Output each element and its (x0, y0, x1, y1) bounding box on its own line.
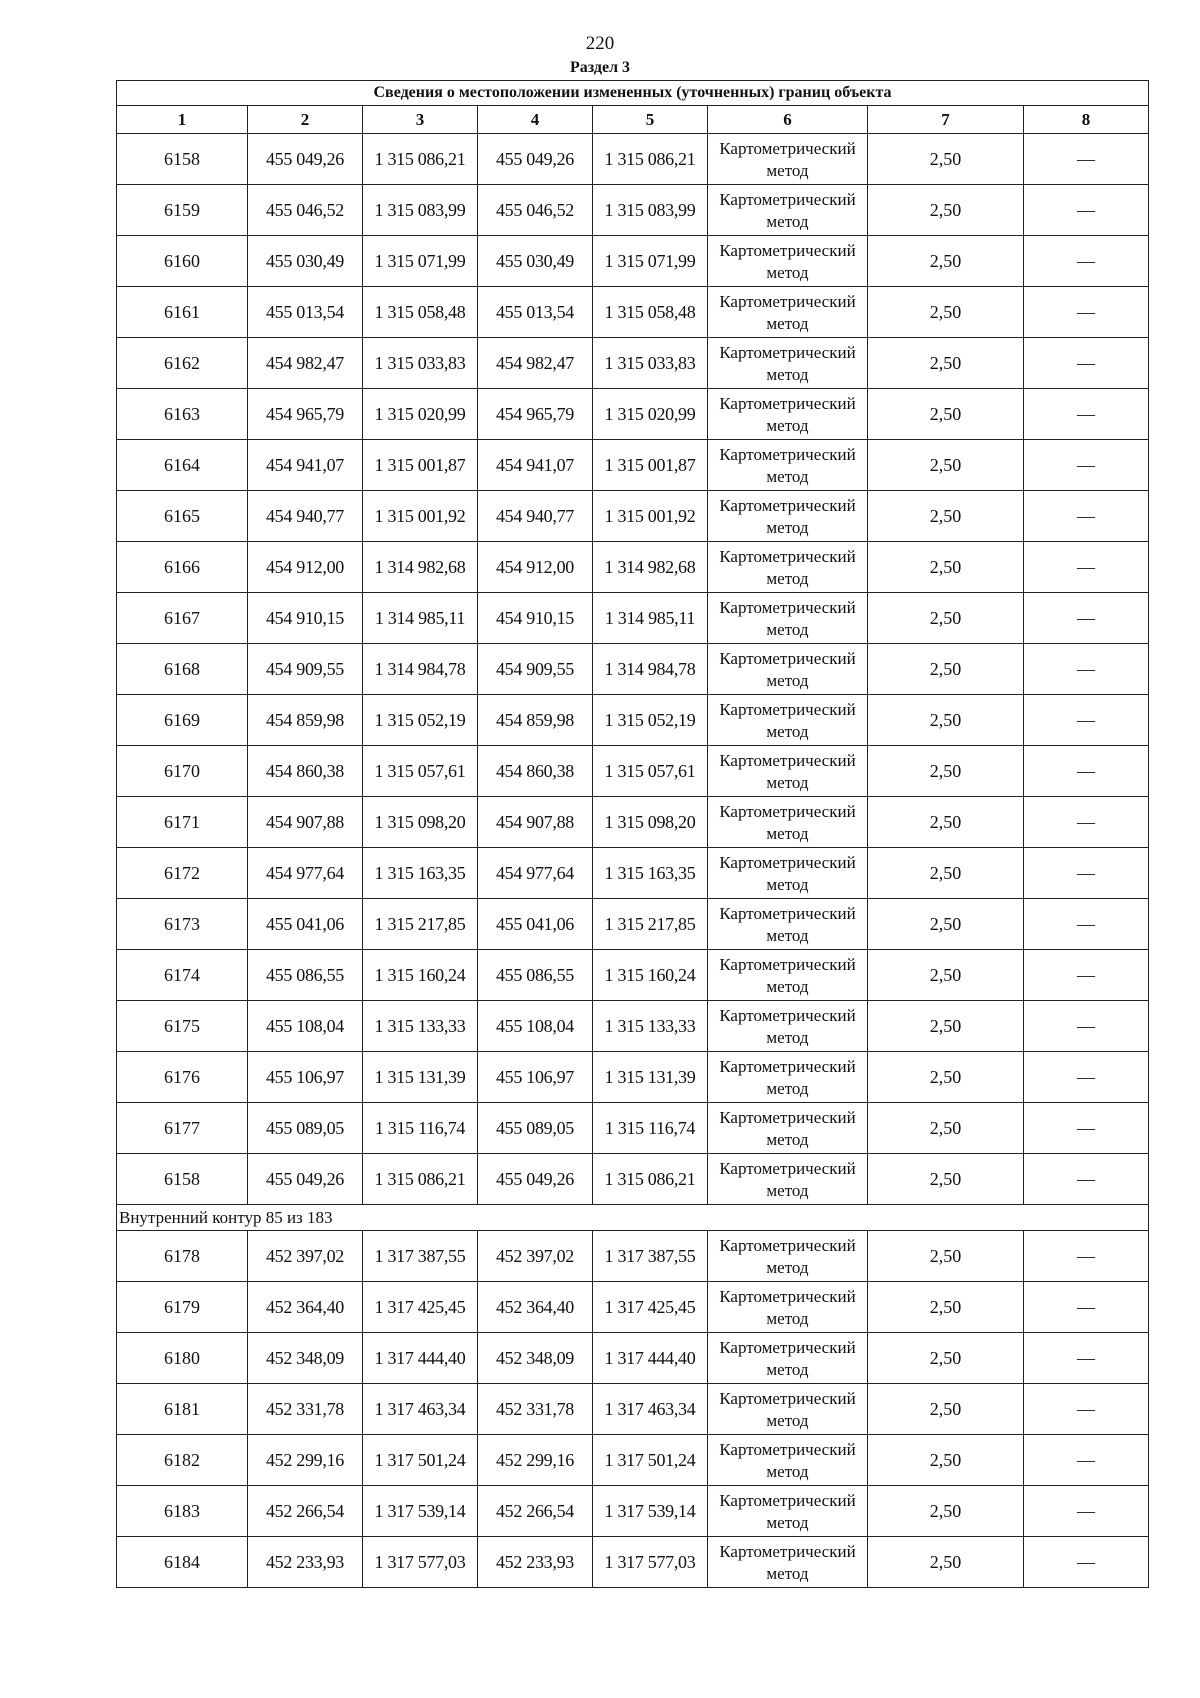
cell-description: — (1024, 134, 1149, 185)
table-row (117, 389, 1149, 440)
cell-point-number: 6158 (117, 134, 248, 185)
cell-method: Картометрический метод (708, 1052, 868, 1103)
cell-x-new: 454 909,55 (478, 644, 593, 695)
cell-point-number: 6161 (117, 287, 248, 338)
cell-accuracy: 2,50 (868, 1333, 1024, 1384)
cell-accuracy: 2,50 (868, 1435, 1024, 1486)
cell-y-existing: 1 315 033,83 (363, 338, 478, 389)
cell-x-existing: 454 941,07 (248, 440, 363, 491)
cell-method: Картометрический метод (708, 1103, 868, 1154)
cell-y-existing: 1 315 131,39 (363, 1052, 478, 1103)
cell-y-existing: 1 317 501,24 (363, 1435, 478, 1486)
cell-x-new: 454 965,79 (478, 389, 593, 440)
cell-point-number: 6176 (117, 1052, 248, 1103)
cell-method: Картометрический метод (708, 1537, 868, 1588)
cell-x-new: 455 030,49 (478, 236, 593, 287)
cell-description: — (1024, 389, 1149, 440)
cell-y-existing: 1 314 985,11 (363, 593, 478, 644)
cell-y-new: 1 314 985,11 (593, 593, 708, 644)
cell-x-existing: 454 965,79 (248, 389, 363, 440)
table-row (117, 746, 1149, 797)
cell-method: Картометрический метод (708, 695, 868, 746)
cell-y-new: 1 315 131,39 (593, 1052, 708, 1103)
column-header: 5 (593, 106, 708, 134)
cell-y-existing: 1 315 116,74 (363, 1103, 478, 1154)
cell-y-new: 1 315 086,21 (593, 1154, 708, 1205)
cell-x-existing: 454 912,00 (248, 542, 363, 593)
cell-x-new: 454 860,38 (478, 746, 593, 797)
cell-description: — (1024, 848, 1149, 899)
cell-point-number: 6173 (117, 899, 248, 950)
cell-accuracy: 2,50 (868, 695, 1024, 746)
cell-x-new: 452 348,09 (478, 1333, 593, 1384)
cell-y-new: 1 315 033,83 (593, 338, 708, 389)
cell-description: — (1024, 593, 1149, 644)
cell-x-existing: 454 910,15 (248, 593, 363, 644)
cell-x-new: 455 106,97 (478, 1052, 593, 1103)
cell-y-new: 1 317 501,24 (593, 1435, 708, 1486)
cell-description: — (1024, 1333, 1149, 1384)
cell-point-number: 6170 (117, 746, 248, 797)
cell-y-new: 1 315 071,99 (593, 236, 708, 287)
cell-x-new: 452 299,16 (478, 1435, 593, 1486)
cell-y-new: 1 315 160,24 (593, 950, 708, 1001)
cell-y-existing: 1 317 463,34 (363, 1384, 478, 1435)
cell-description: — (1024, 1052, 1149, 1103)
cell-x-new: 452 364,40 (478, 1282, 593, 1333)
cell-description: — (1024, 797, 1149, 848)
cell-y-new: 1 315 052,19 (593, 695, 708, 746)
cell-x-new: 455 108,04 (478, 1001, 593, 1052)
cell-description: — (1024, 287, 1149, 338)
cell-y-existing: 1 315 020,99 (363, 389, 478, 440)
cell-x-new: 454 910,15 (478, 593, 593, 644)
cell-method: Картометрический метод (708, 593, 868, 644)
cell-accuracy: 2,50 (868, 338, 1024, 389)
cell-point-number: 6165 (117, 491, 248, 542)
table-row (117, 185, 1149, 236)
cell-method: Картометрический метод (708, 389, 868, 440)
table-row (117, 542, 1149, 593)
cell-x-new: 454 977,64 (478, 848, 593, 899)
cell-accuracy: 2,50 (868, 287, 1024, 338)
cell-method: Картометрический метод (708, 797, 868, 848)
cell-y-existing: 1 317 387,55 (363, 1231, 478, 1282)
table-header-row (117, 106, 1149, 134)
table-row (117, 440, 1149, 491)
column-header: 8 (1024, 106, 1149, 134)
cell-accuracy: 2,50 (868, 236, 1024, 287)
cell-description: — (1024, 1537, 1149, 1588)
cell-point-number: 6182 (117, 1435, 248, 1486)
cell-x-new: 452 266,54 (478, 1486, 593, 1537)
column-header: 6 (708, 106, 868, 134)
cell-method: Картометрический метод (708, 1333, 868, 1384)
cell-description: — (1024, 1486, 1149, 1537)
cell-x-existing: 455 108,04 (248, 1001, 363, 1052)
cell-y-new: 1 315 086,21 (593, 134, 708, 185)
cell-method: Картометрический метод (708, 338, 868, 389)
cell-x-new: 454 907,88 (478, 797, 593, 848)
table-row (117, 1001, 1149, 1052)
cell-accuracy: 2,50 (868, 593, 1024, 644)
cell-accuracy: 2,50 (868, 848, 1024, 899)
cell-point-number: 6159 (117, 185, 248, 236)
cell-x-new: 452 397,02 (478, 1231, 593, 1282)
cell-y-new: 1 315 217,85 (593, 899, 708, 950)
cell-method: Картометрический метод (708, 848, 868, 899)
cell-y-existing: 1 315 057,61 (363, 746, 478, 797)
cell-description: — (1024, 236, 1149, 287)
cell-accuracy: 2,50 (868, 1001, 1024, 1052)
cell-x-new: 454 940,77 (478, 491, 593, 542)
table-row (117, 644, 1149, 695)
table-row (117, 1282, 1149, 1333)
cell-accuracy: 2,50 (868, 746, 1024, 797)
cell-x-existing: 455 049,26 (248, 1154, 363, 1205)
cell-point-number: 6171 (117, 797, 248, 848)
cell-x-existing: 455 086,55 (248, 950, 363, 1001)
cell-x-new: 452 331,78 (478, 1384, 593, 1435)
column-header: 2 (248, 106, 363, 134)
table-row (117, 236, 1149, 287)
cell-accuracy: 2,50 (868, 389, 1024, 440)
cell-y-new: 1 317 539,14 (593, 1486, 708, 1537)
cell-y-new: 1 315 001,87 (593, 440, 708, 491)
cell-y-existing: 1 315 160,24 (363, 950, 478, 1001)
cell-y-new: 1 315 001,92 (593, 491, 708, 542)
cell-x-new: 455 046,52 (478, 185, 593, 236)
cell-method: Картометрический метод (708, 542, 868, 593)
cell-y-existing: 1 314 982,68 (363, 542, 478, 593)
cell-description: — (1024, 1231, 1149, 1282)
cell-accuracy: 2,50 (868, 899, 1024, 950)
cell-x-new: 454 859,98 (478, 695, 593, 746)
contour-label: Внутренний контур 85 из 183 (117, 1205, 1149, 1231)
cell-x-existing: 454 982,47 (248, 338, 363, 389)
cell-description: — (1024, 338, 1149, 389)
table-row (117, 593, 1149, 644)
cell-x-existing: 455 030,49 (248, 236, 363, 287)
cell-x-existing: 455 046,52 (248, 185, 363, 236)
table-row (117, 1537, 1149, 1588)
cell-method: Картометрический метод (708, 287, 868, 338)
cell-description: — (1024, 491, 1149, 542)
cell-method: Картометрический метод (708, 134, 868, 185)
cell-y-new: 1 315 058,48 (593, 287, 708, 338)
cell-y-existing: 1 315 086,21 (363, 134, 478, 185)
cell-point-number: 6162 (117, 338, 248, 389)
cell-x-existing: 455 049,26 (248, 134, 363, 185)
column-header: 7 (868, 106, 1024, 134)
cell-accuracy: 2,50 (868, 542, 1024, 593)
cell-y-new: 1 315 098,20 (593, 797, 708, 848)
cell-description: — (1024, 644, 1149, 695)
cell-point-number: 6179 (117, 1282, 248, 1333)
cell-description: — (1024, 695, 1149, 746)
cell-x-existing: 454 859,98 (248, 695, 363, 746)
cell-description: — (1024, 440, 1149, 491)
cell-x-new: 455 086,55 (478, 950, 593, 1001)
cell-description: — (1024, 1154, 1149, 1205)
cell-y-new: 1 314 982,68 (593, 542, 708, 593)
table-row (117, 1103, 1149, 1154)
cell-accuracy: 2,50 (868, 491, 1024, 542)
cell-accuracy: 2,50 (868, 1154, 1024, 1205)
cell-y-existing: 1 315 052,19 (363, 695, 478, 746)
cell-point-number: 6177 (117, 1103, 248, 1154)
table-row (117, 950, 1149, 1001)
cell-x-new: 454 912,00 (478, 542, 593, 593)
table-row (117, 1435, 1149, 1486)
table-row (117, 287, 1149, 338)
column-header: 4 (478, 106, 593, 134)
cell-x-existing: 452 299,16 (248, 1435, 363, 1486)
cell-point-number: 6160 (117, 236, 248, 287)
cell-description: — (1024, 1435, 1149, 1486)
cell-x-existing: 454 907,88 (248, 797, 363, 848)
cell-accuracy: 2,50 (868, 950, 1024, 1001)
cell-method: Картометрический метод (708, 1282, 868, 1333)
cell-x-existing: 455 106,97 (248, 1052, 363, 1103)
cell-y-existing: 1 315 083,99 (363, 185, 478, 236)
cell-x-existing: 454 977,64 (248, 848, 363, 899)
cell-x-existing: 455 041,06 (248, 899, 363, 950)
cell-point-number: 6180 (117, 1333, 248, 1384)
cell-method: Картометрический метод (708, 1435, 868, 1486)
cell-y-new: 1 317 444,40 (593, 1333, 708, 1384)
cell-description: — (1024, 899, 1149, 950)
cell-method: Картометрический метод (708, 950, 868, 1001)
cell-y-existing: 1 315 001,92 (363, 491, 478, 542)
cell-point-number: 6172 (117, 848, 248, 899)
contour-row (117, 1205, 1149, 1231)
cell-x-existing: 454 940,77 (248, 491, 363, 542)
cell-description: — (1024, 542, 1149, 593)
cell-point-number: 6164 (117, 440, 248, 491)
table-row (117, 1231, 1149, 1282)
cell-y-existing: 1 315 133,33 (363, 1001, 478, 1052)
cell-accuracy: 2,50 (868, 797, 1024, 848)
cell-y-new: 1 317 577,03 (593, 1537, 708, 1588)
cell-x-new: 454 982,47 (478, 338, 593, 389)
table-row (117, 491, 1149, 542)
cell-accuracy: 2,50 (868, 1282, 1024, 1333)
cell-description: — (1024, 1001, 1149, 1052)
table-row (117, 899, 1149, 950)
cell-method: Картометрический метод (708, 1486, 868, 1537)
cell-y-existing: 1 315 071,99 (363, 236, 478, 287)
cell-x-existing: 452 331,78 (248, 1384, 363, 1435)
cell-method: Картометрический метод (708, 644, 868, 695)
cell-description: — (1024, 1103, 1149, 1154)
column-header: 1 (117, 106, 248, 134)
cell-method: Картометрический метод (708, 1384, 868, 1435)
table-caption: Сведения о местоположении измененных (уточненных) границ объекта (117, 81, 1149, 106)
cell-accuracy: 2,50 (868, 1384, 1024, 1435)
cell-accuracy: 2,50 (868, 1231, 1024, 1282)
cell-y-new: 1 314 984,78 (593, 644, 708, 695)
table-row (117, 134, 1149, 185)
cell-y-existing: 1 315 001,87 (363, 440, 478, 491)
cell-method: Картометрический метод (708, 440, 868, 491)
cell-x-existing: 452 397,02 (248, 1231, 363, 1282)
cell-x-existing: 452 266,54 (248, 1486, 363, 1537)
table-row (117, 848, 1149, 899)
table-row (117, 1154, 1149, 1205)
table-row (117, 695, 1149, 746)
cell-method: Картометрический метод (708, 491, 868, 542)
cell-y-existing: 1 317 577,03 (363, 1537, 478, 1588)
cell-method: Картометрический метод (708, 899, 868, 950)
cell-y-new: 1 317 463,34 (593, 1384, 708, 1435)
cell-point-number: 6183 (117, 1486, 248, 1537)
section-title: Раздел 3 (569, 59, 631, 76)
cell-accuracy: 2,50 (868, 185, 1024, 236)
cell-point-number: 6167 (117, 593, 248, 644)
cell-point-number: 6184 (117, 1537, 248, 1588)
cell-y-new: 1 315 163,35 (593, 848, 708, 899)
cell-x-existing: 452 233,93 (248, 1537, 363, 1588)
cell-point-number: 6158 (117, 1154, 248, 1205)
cell-y-existing: 1 315 163,35 (363, 848, 478, 899)
cell-accuracy: 2,50 (868, 644, 1024, 695)
cell-point-number: 6163 (117, 389, 248, 440)
cell-description: — (1024, 746, 1149, 797)
cell-x-new: 455 049,26 (478, 134, 593, 185)
cell-y-new: 1 315 116,74 (593, 1103, 708, 1154)
cell-point-number: 6174 (117, 950, 248, 1001)
column-header: 3 (363, 106, 478, 134)
cell-point-number: 6168 (117, 644, 248, 695)
cell-x-existing: 455 013,54 (248, 287, 363, 338)
cell-y-existing: 1 317 444,40 (363, 1333, 478, 1384)
cell-y-existing: 1 314 984,78 (363, 644, 478, 695)
cell-point-number: 6181 (117, 1384, 248, 1435)
table-row (117, 1384, 1149, 1435)
cell-y-existing: 1 317 425,45 (363, 1282, 478, 1333)
cell-point-number: 6178 (117, 1231, 248, 1282)
cell-y-existing: 1 317 539,14 (363, 1486, 478, 1537)
cell-x-existing: 452 364,40 (248, 1282, 363, 1333)
table-row (117, 797, 1149, 848)
boundary-table (116, 80, 1149, 1588)
cell-y-new: 1 317 387,55 (593, 1231, 708, 1282)
cell-y-existing: 1 315 086,21 (363, 1154, 478, 1205)
cell-accuracy: 2,50 (868, 1103, 1024, 1154)
cell-x-new: 452 233,93 (478, 1537, 593, 1588)
cell-method: Картометрический метод (708, 1001, 868, 1052)
cell-x-new: 455 041,06 (478, 899, 593, 950)
cell-description: — (1024, 185, 1149, 236)
table-row (117, 1333, 1149, 1384)
cell-accuracy: 2,50 (868, 1486, 1024, 1537)
cell-description: — (1024, 950, 1149, 1001)
cell-accuracy: 2,50 (868, 440, 1024, 491)
cell-y-new: 1 317 425,45 (593, 1282, 708, 1333)
cell-point-number: 6166 (117, 542, 248, 593)
cell-method: Картометрический метод (708, 1154, 868, 1205)
cell-x-new: 455 049,26 (478, 1154, 593, 1205)
cell-x-existing: 452 348,09 (248, 1333, 363, 1384)
cell-x-new: 455 089,05 (478, 1103, 593, 1154)
cell-accuracy: 2,50 (868, 134, 1024, 185)
table-row (117, 1052, 1149, 1103)
cell-y-new: 1 315 057,61 (593, 746, 708, 797)
cell-accuracy: 2,50 (868, 1052, 1024, 1103)
cell-point-number: 6169 (117, 695, 248, 746)
page-number: 220 (585, 33, 615, 54)
table-row (117, 338, 1149, 389)
cell-y-existing: 1 315 217,85 (363, 899, 478, 950)
cell-accuracy: 2,50 (868, 1537, 1024, 1588)
cell-method: Картометрический метод (708, 1231, 868, 1282)
cell-y-existing: 1 315 058,48 (363, 287, 478, 338)
cell-x-existing: 454 860,38 (248, 746, 363, 797)
cell-x-existing: 454 909,55 (248, 644, 363, 695)
cell-y-new: 1 315 020,99 (593, 389, 708, 440)
table-caption-row (117, 81, 1149, 106)
cell-x-existing: 455 089,05 (248, 1103, 363, 1154)
cell-y-new: 1 315 133,33 (593, 1001, 708, 1052)
cell-y-new: 1 315 083,99 (593, 185, 708, 236)
cell-method: Картометрический метод (708, 236, 868, 287)
cell-description: — (1024, 1282, 1149, 1333)
cell-point-number: 6175 (117, 1001, 248, 1052)
cell-x-new: 455 013,54 (478, 287, 593, 338)
cell-x-new: 454 941,07 (478, 440, 593, 491)
cell-method: Картометрический метод (708, 746, 868, 797)
cell-method: Картометрический метод (708, 185, 868, 236)
table-row (117, 1486, 1149, 1537)
cell-y-existing: 1 315 098,20 (363, 797, 478, 848)
cell-description: — (1024, 1384, 1149, 1435)
